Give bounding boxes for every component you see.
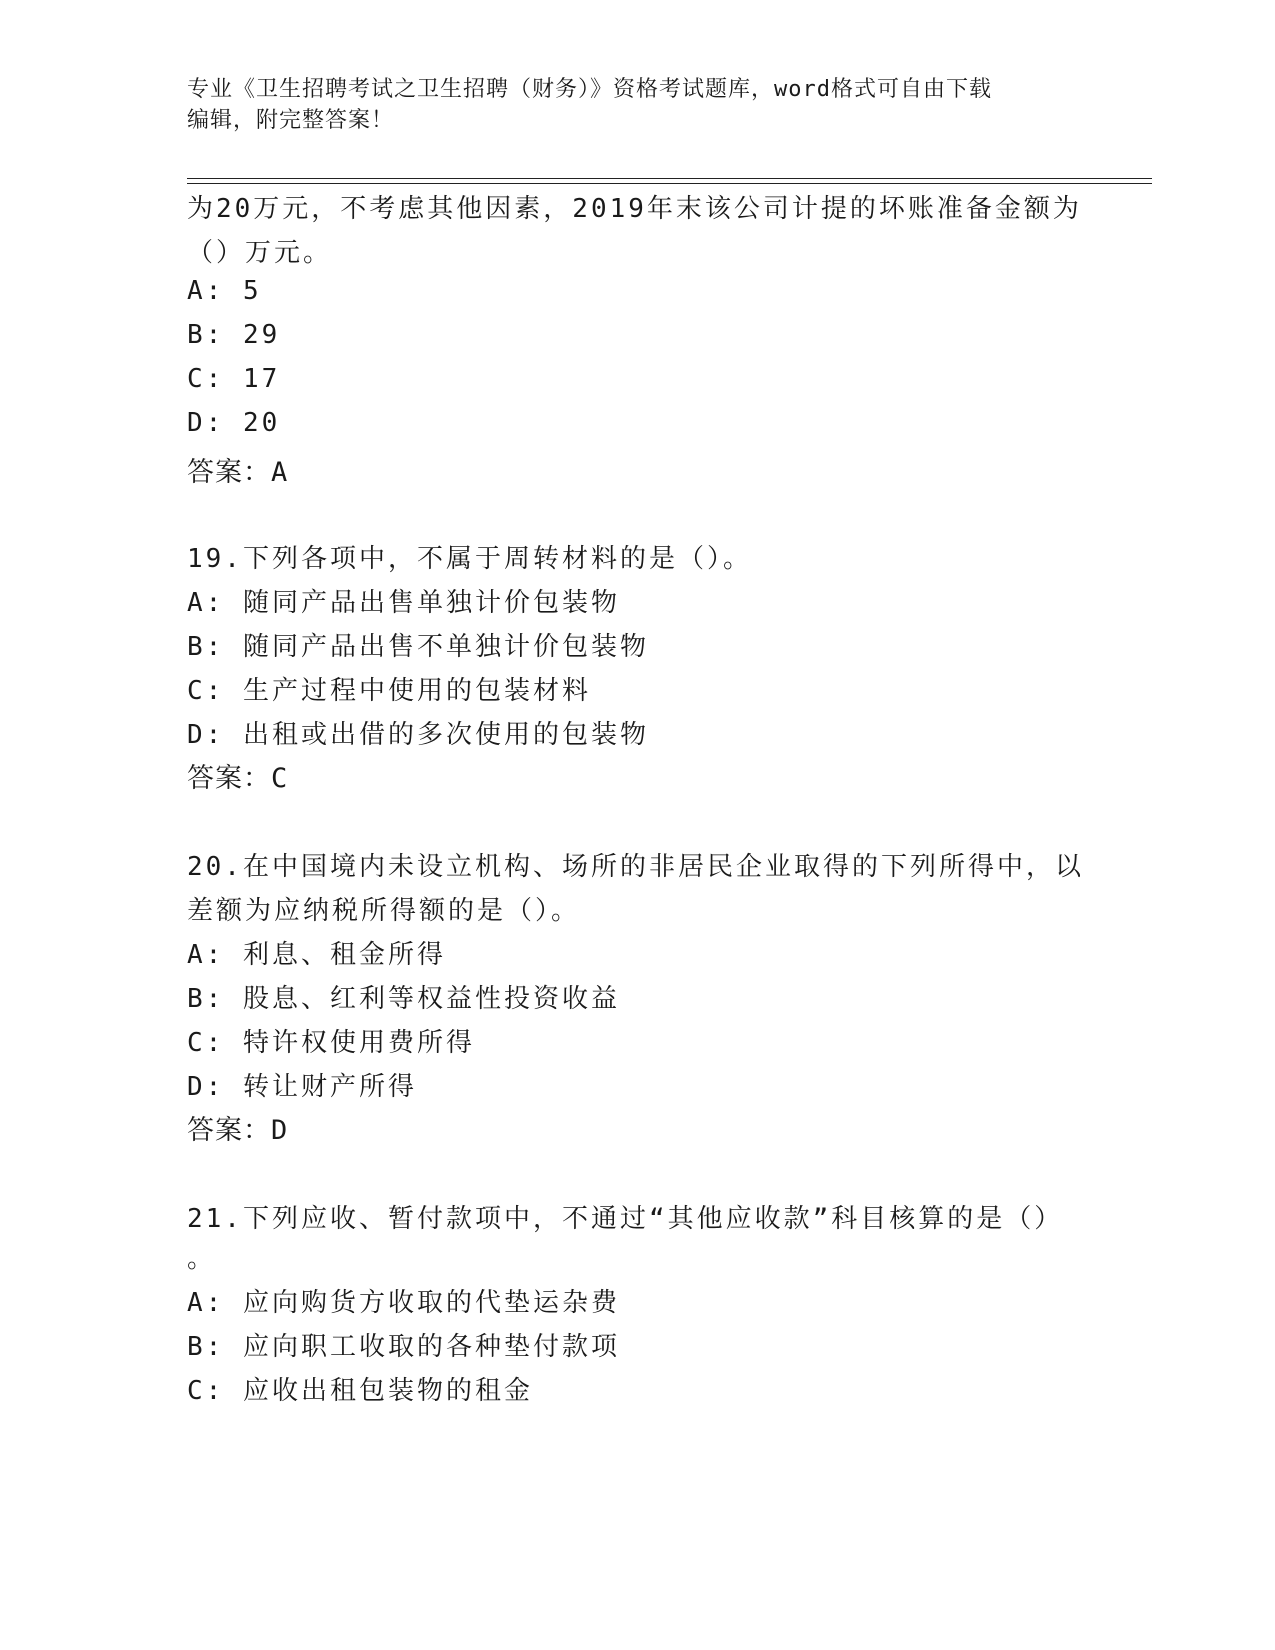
page-header — [187, 74, 1087, 136]
q19-option-b: B: 随同产品出售不单独计价包装物 — [187, 632, 649, 662]
q21-option-a: A: 应向购货方收取的代垫运杂费 — [187, 1288, 620, 1318]
q19-answer-label: 答案： — [187, 763, 271, 794]
q18-option-b: B: 29 — [187, 320, 281, 350]
q20-stem-line-2: 差额为应纳税所得额的是（）。 — [187, 896, 581, 926]
q20-stem-line-1: 20.在中国境内未设立机构、场所的非居民企业取得的下列所得中，以 — [187, 852, 1084, 882]
q19-option-a: A: 随同产品出售单独计价包装物 — [187, 588, 620, 618]
q18-option-d: D: 20 — [187, 408, 281, 438]
q21-option-c: C: 应收出租包装物的租金 — [187, 1376, 533, 1406]
q18-answer-value: A — [271, 457, 289, 488]
q18-stem-line-1: 为20万元，不考虑其他因素，2019年末该公司计提的坏账准备金额为 — [187, 194, 1082, 224]
q20-answer-value: D — [271, 1115, 289, 1146]
q19-option-c: C: 生产过程中使用的包装材料 — [187, 676, 591, 706]
header-line-1: 专业《卫生招聘考试之卫生招聘（财务）》资格考试题库，word格式可自由下载 — [187, 77, 992, 102]
q20-option-a: A: 利息、租金所得 — [187, 940, 446, 970]
q19-answer — [187, 756, 288, 795]
q18-answer-label: 答案： — [187, 457, 271, 488]
q19-answer-value: C — [271, 763, 289, 794]
q19-stem-line-1: 19.下列各项中，不属于周转材料的是（）。 — [187, 544, 752, 574]
q20-option-c: C: 特许权使用费所得 — [187, 1028, 475, 1058]
q20-option-d: D: 转让财产所得 — [187, 1072, 417, 1102]
q21-stem-line-1: 21.下列应收、暂付款项中，不通过“其他应收款”科目核算的是（） — [187, 1204, 1064, 1234]
q18-answer — [187, 450, 288, 489]
header-rule-top — [187, 178, 1152, 179]
q20-option-b: B: 股息、红利等权益性投资收益 — [187, 984, 620, 1014]
q20-answer-label: 答案： — [187, 1115, 271, 1146]
q18-option-c: C: 17 — [187, 364, 281, 394]
q18-option-a: A: 5 — [187, 276, 262, 306]
q18-stem-line-2: （）万元。 — [187, 238, 333, 268]
header-rule-bottom — [187, 183, 1152, 184]
header-line-2: 编辑，附完整答案！ — [187, 108, 395, 133]
q19-option-d: D: 出租或出借的多次使用的包装物 — [187, 720, 649, 750]
q20-answer — [187, 1108, 288, 1147]
q21-option-b: B: 应向职工收取的各种垫付款项 — [187, 1332, 620, 1362]
q21-stem-line-2: 。 — [187, 1244, 217, 1274]
